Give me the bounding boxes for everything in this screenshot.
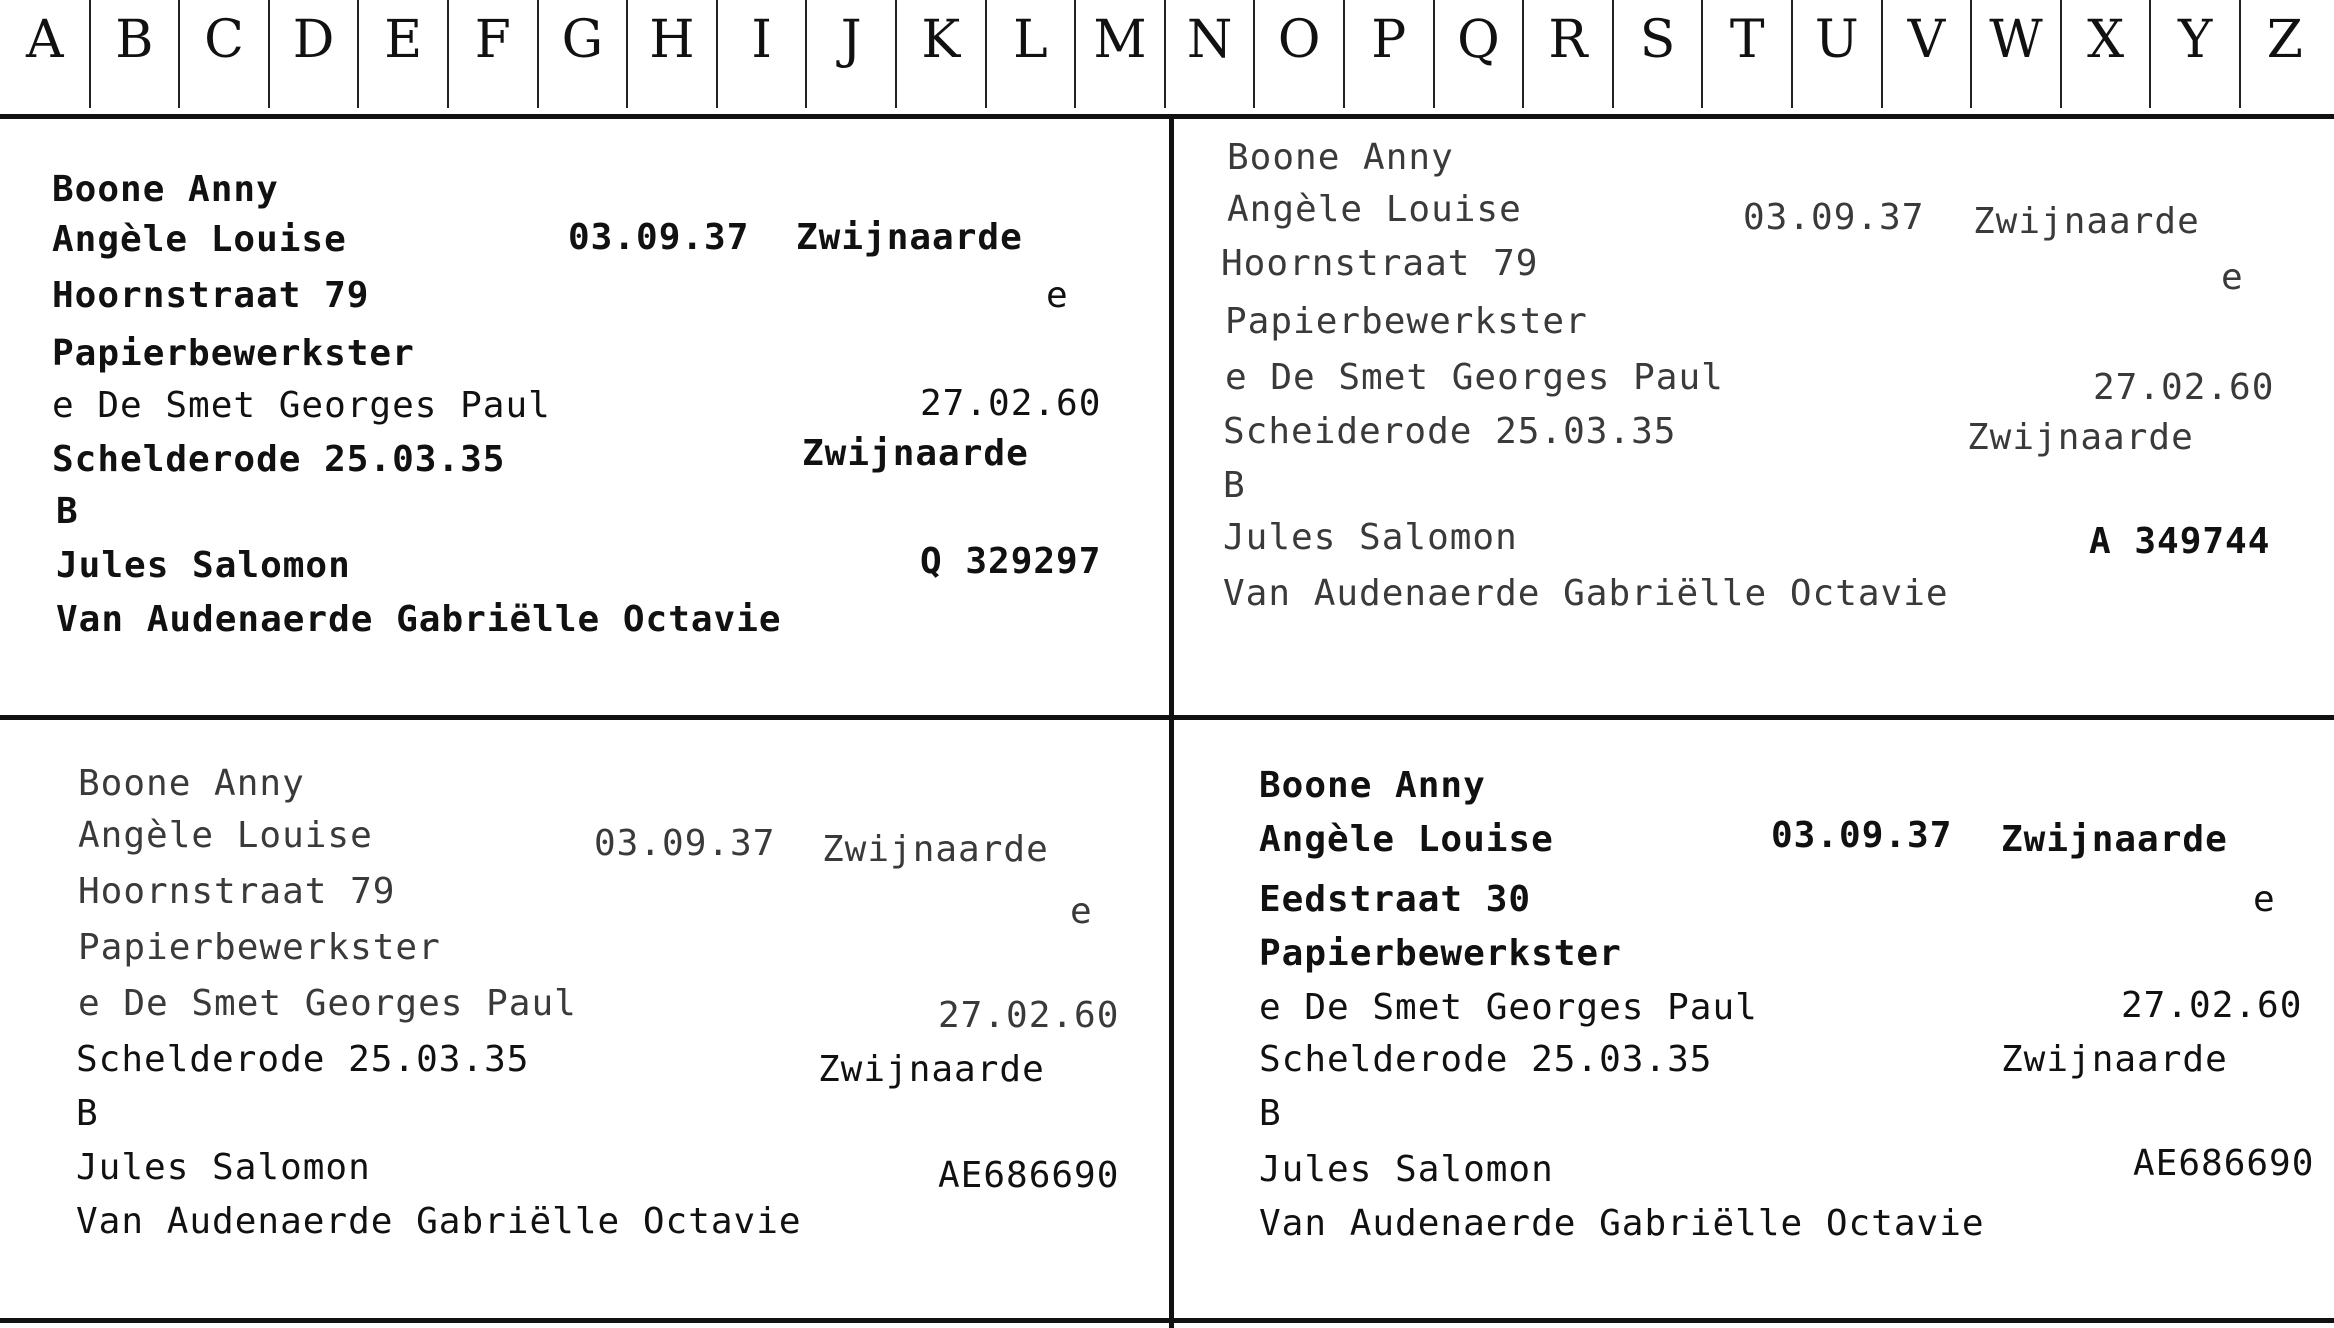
ruler-letter-a: A <box>26 10 64 70</box>
card-occupation: Papierbewerkster <box>52 333 415 374</box>
card-name: Boone Anny <box>52 169 279 210</box>
ruler-baseline <box>0 114 2334 119</box>
card-name: Boone Anny <box>1227 137 1454 178</box>
card-given-names: Angèle Louise <box>52 219 347 260</box>
ruler-divider <box>985 0 987 108</box>
ruler-letter-n: N <box>1186 10 1233 70</box>
ruler-divider <box>1522 0 1524 108</box>
record-card-3 <box>0 722 1165 1314</box>
card-number: A 349744 <box>2089 521 2271 562</box>
card-marriage-date: 27.02.60 <box>2121 985 2303 1026</box>
card-marriage-date: 27.02.60 <box>920 383 1102 424</box>
card-residence: Zwijnaarde <box>1967 417 2194 458</box>
card-occupation: Papierbewerkster <box>1225 301 1588 342</box>
card-number: AE686690 <box>2133 1143 2315 1184</box>
card-birth-place: Zwijnaarde <box>822 829 1049 870</box>
card-marker: e <box>2221 257 2244 298</box>
card-spouse: e De Smet Georges Paul <box>1225 357 1724 398</box>
card-spouse: e De Smet Georges Paul <box>78 983 577 1024</box>
ruler-letter-g: G <box>561 10 604 70</box>
card-divider-horizontal <box>0 715 2334 720</box>
card-spouse-birth: Schelderode 25.03.35 <box>76 1039 530 1080</box>
card-name: Boone Anny <box>1259 765 1486 806</box>
ruler-divider <box>626 0 628 108</box>
card-marker: e <box>2253 879 2276 920</box>
ruler-letter-d: D <box>292 10 335 70</box>
ruler-divider <box>357 0 359 108</box>
card-residence: Zwijnaarde <box>818 1049 1045 1090</box>
ruler-divider <box>268 0 270 108</box>
ruler-divider <box>2239 0 2241 108</box>
card-number: AE686690 <box>938 1155 1120 1196</box>
ruler-letter-m: M <box>1093 10 1147 70</box>
ruler-letter-u: U <box>1814 10 1859 70</box>
card-spouse-birth: Scheiderode 25.03.35 <box>1223 411 1677 452</box>
card-address: Hoornstraat 79 <box>1221 243 1539 284</box>
card-given-names: Angèle Louise <box>1259 819 1554 860</box>
ruler-letter-i: I <box>751 10 772 70</box>
ruler-letter-o: O <box>1277 10 1321 70</box>
ruler-letter-q: Q <box>1457 10 1500 70</box>
card-occupation: Papierbewerkster <box>78 927 441 968</box>
card-address: Hoornstraat 79 <box>52 275 370 316</box>
ruler-divider <box>1881 0 1883 108</box>
ruler-letter-j: J <box>840 10 862 70</box>
card-divider-vertical <box>1169 118 1174 1328</box>
ruler-divider <box>1970 0 1972 108</box>
card-letter: B <box>56 491 79 532</box>
card-residence: Zwijnaarde <box>802 433 1029 474</box>
card-father: Jules Salomon <box>1223 517 1518 558</box>
card-given-names: Angèle Louise <box>78 815 373 856</box>
card-birth-date: 03.09.37 <box>1771 815 1953 856</box>
ruler-divider <box>1343 0 1345 108</box>
ruler-letter-y: Y <box>2178 10 2213 70</box>
card-father: Jules Salomon <box>1259 1149 1554 1190</box>
card-birth-place: Zwijnaarde <box>796 217 1023 258</box>
card-mother: Van Audenaerde Gabriëlle Octavie <box>56 599 782 640</box>
ruler-letter-z: Z <box>2266 10 2303 70</box>
card-mother: Van Audenaerde Gabriëlle Octavie <box>76 1201 802 1242</box>
card-letter: B <box>76 1093 99 1134</box>
card-spouse: e De Smet Georges Paul <box>52 385 551 426</box>
card-address: Hoornstraat 79 <box>78 871 396 912</box>
ruler-divider <box>2149 0 2151 108</box>
ruler-divider <box>895 0 897 108</box>
card-father: Jules Salomon <box>76 1147 371 1188</box>
ruler-divider <box>1433 0 1435 108</box>
ruler-divider <box>178 0 180 108</box>
card-letter: B <box>1223 465 1246 506</box>
ruler-divider <box>1253 0 1255 108</box>
card-spouse-birth: Schelderode 25.03.35 <box>52 439 506 480</box>
card-birth-place: Zwijnaarde <box>2001 819 2228 860</box>
card-mother: Van Audenaerde Gabriëlle Octavie <box>1259 1203 1985 1244</box>
card-name: Boone Anny <box>78 763 305 804</box>
card-mother: Van Audenaerde Gabriëlle Octavie <box>1223 573 1949 614</box>
card-birth-date: 03.09.37 <box>568 217 750 258</box>
ruler-divider <box>1612 0 1614 108</box>
card-spouse-birth: Schelderode 25.03.35 <box>1259 1039 1713 1080</box>
card-given-names: Angèle Louise <box>1227 189 1522 230</box>
card-number: Q 329297 <box>920 541 1102 582</box>
record-card-2 <box>1175 120 2334 712</box>
ruler-divider <box>2060 0 2062 108</box>
alphabet-index-ruler <box>0 0 2334 118</box>
ruler-letter-t: T <box>1729 10 1765 70</box>
ruler-letter-l: L <box>1013 10 1048 70</box>
card-birth-date: 03.09.37 <box>1743 197 1925 238</box>
card-residence: Zwijnaarde <box>2001 1039 2228 1080</box>
ruler-letter-x: X <box>2087 10 2125 70</box>
ruler-letter-r: R <box>1548 10 1588 70</box>
ruler-divider <box>1701 0 1703 108</box>
ruler-letter-w: W <box>1989 10 2043 70</box>
ruler-letter-f: F <box>474 10 511 70</box>
ruler-divider <box>89 0 91 108</box>
ruler-divider <box>447 0 449 108</box>
card-marker: e <box>1046 275 1069 316</box>
record-card-1 <box>0 120 1165 712</box>
ruler-letter-p: P <box>1371 10 1407 70</box>
card-occupation: Papierbewerkster <box>1259 933 1622 974</box>
card-divider-bottom <box>0 1318 2334 1323</box>
ruler-letter-v: V <box>1907 10 1946 70</box>
card-birth-date: 03.09.37 <box>594 823 776 864</box>
ruler-divider <box>1791 0 1793 108</box>
card-letter: B <box>1259 1093 1282 1134</box>
ruler-divider <box>537 0 539 108</box>
ruler-divider <box>1074 0 1076 108</box>
card-marker: e <box>1070 891 1093 932</box>
card-spouse: e De Smet Georges Paul <box>1259 987 1758 1028</box>
card-marriage-date: 27.02.60 <box>938 995 1120 1036</box>
card-marriage-date: 27.02.60 <box>2093 367 2275 408</box>
ruler-letter-e: E <box>384 10 423 70</box>
ruler-divider <box>805 0 807 108</box>
ruler-letter-k: K <box>921 10 961 70</box>
card-birth-place: Zwijnaarde <box>1973 201 2200 242</box>
record-card-4 <box>1175 722 2334 1314</box>
ruler-letter-h: H <box>649 10 695 70</box>
ruler-divider <box>716 0 718 108</box>
ruler-divider <box>1164 0 1166 108</box>
card-father: Jules Salomon <box>56 545 351 586</box>
ruler-letter-b: B <box>115 10 154 70</box>
ruler-letter-c: C <box>204 10 244 70</box>
card-address: Eedstraat 30 <box>1259 879 1532 920</box>
ruler-letter-s: S <box>1639 10 1676 70</box>
